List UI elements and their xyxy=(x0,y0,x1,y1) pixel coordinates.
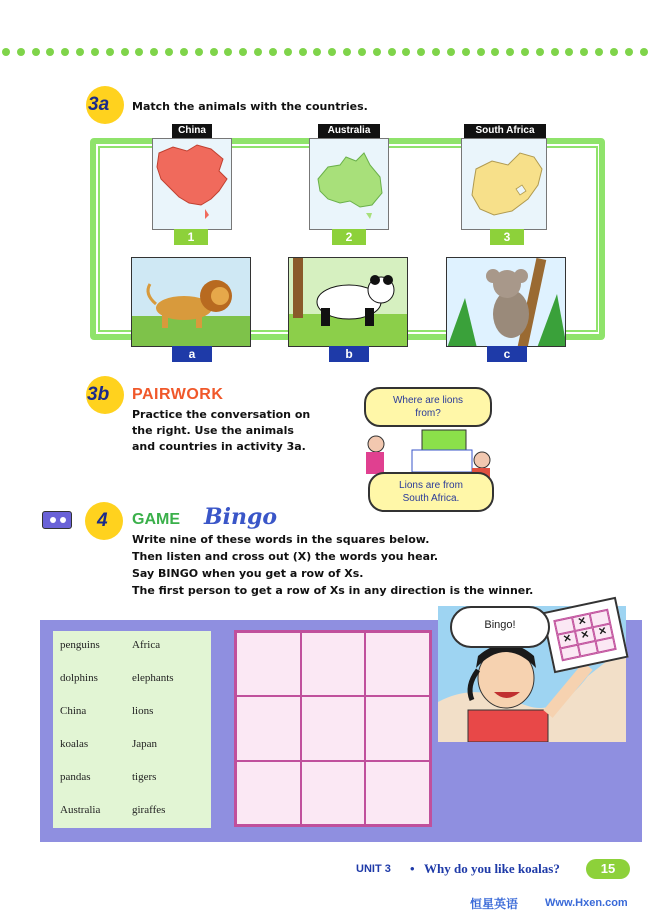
panda-picture xyxy=(288,257,408,347)
footer-unit-title: Why do you like koalas? xyxy=(424,861,560,876)
china-map xyxy=(152,138,232,230)
footer-unit-label: UNIT 3 xyxy=(356,863,391,875)
pairwork-instruction-line-1: Practice the conversation on xyxy=(132,408,311,421)
word-list-item: koalas xyxy=(60,738,89,750)
animal-letter-b: b xyxy=(329,346,369,362)
south-africa-map xyxy=(461,138,547,230)
bingo-title: Bingo xyxy=(204,504,278,530)
answer-speech-bubble xyxy=(368,472,494,512)
animal-letter-c: c xyxy=(487,346,527,362)
word-list-item: pandas xyxy=(60,771,91,783)
watermark-url: Www.Hxen.com xyxy=(545,897,628,909)
bingo-instruction-line-3: Say BINGO when you get a row of Xs. xyxy=(132,567,364,580)
word-list-box xyxy=(53,631,211,828)
word-list-item: tigers xyxy=(132,771,157,783)
question-speech-bubble xyxy=(364,387,492,427)
watermark-cn: 恒星英语 xyxy=(470,897,519,911)
australia-map xyxy=(309,138,389,230)
animal-letter-a: a xyxy=(172,346,212,362)
country-label-china: China xyxy=(172,124,212,138)
pairwork-instruction-line-2: the right. Use the animals xyxy=(132,424,294,437)
bingo-square[interactable] xyxy=(301,761,366,825)
bingo-square[interactable] xyxy=(301,696,366,760)
country-number-1: 1 xyxy=(174,229,208,245)
game-title: GAME xyxy=(132,511,180,528)
country-number-2: 2 xyxy=(332,229,366,245)
pairwork-title: PAIRWORK xyxy=(132,386,224,403)
section-4-number: 4 xyxy=(97,510,108,531)
section-3a-instruction: Match the animals with the countries. xyxy=(132,100,368,113)
pairwork-instruction-line-3: and countries in activity 3a. xyxy=(132,440,306,453)
country-number-3: 3 xyxy=(490,229,524,245)
country-label-south-africa: South Africa xyxy=(464,124,546,138)
word-list-item: China xyxy=(60,705,87,717)
koala-picture xyxy=(446,257,566,347)
bingo-square[interactable] xyxy=(365,761,430,825)
word-list-item: Japan xyxy=(132,738,158,750)
top-dotted-border xyxy=(0,44,650,60)
section-3b-number: 3b xyxy=(87,384,110,405)
word-list-item: penguins xyxy=(60,639,100,651)
bingo-square[interactable] xyxy=(365,632,430,696)
bingo-speech-text: Bingo! xyxy=(484,619,516,631)
bingo-square[interactable] xyxy=(301,632,366,696)
bingo-instruction-line-1: Write nine of these words in the squares below. xyxy=(132,533,430,546)
bingo-card-icon: ✕ ✕ ✕ ✕ xyxy=(541,597,628,673)
answer-text: Lions are from South Africa. xyxy=(399,480,463,504)
country-label-australia: Australia xyxy=(318,124,380,138)
bingo-speech-bubble xyxy=(450,606,550,648)
word-list-item: lions xyxy=(132,705,154,717)
bingo-square[interactable] xyxy=(365,696,430,760)
bingo-instruction-line-2: Then listen and cross out (X) the words you hear. xyxy=(132,550,439,563)
lion-picture xyxy=(131,257,251,347)
cassette-icon xyxy=(42,511,72,529)
word-list-item: Africa xyxy=(132,639,161,651)
section-3a-number: 3a xyxy=(88,94,110,115)
word-list-item: giraffes xyxy=(132,804,166,816)
bingo-instruction-line-4: The first person to get a row of Xs in any direction is the winner. xyxy=(132,584,534,597)
bingo-square[interactable] xyxy=(236,632,301,696)
word-list-item: elephants xyxy=(132,672,174,684)
bingo-square[interactable] xyxy=(236,761,301,825)
bingo-grid xyxy=(234,630,432,827)
footer-bullet: • xyxy=(410,861,415,876)
word-list-item: dolphins xyxy=(60,672,98,684)
word-list-item: Australia xyxy=(60,804,101,816)
question-text: Where are lions from? xyxy=(392,395,464,419)
page-number: 15 xyxy=(586,859,630,879)
bingo-square[interactable] xyxy=(236,696,301,760)
